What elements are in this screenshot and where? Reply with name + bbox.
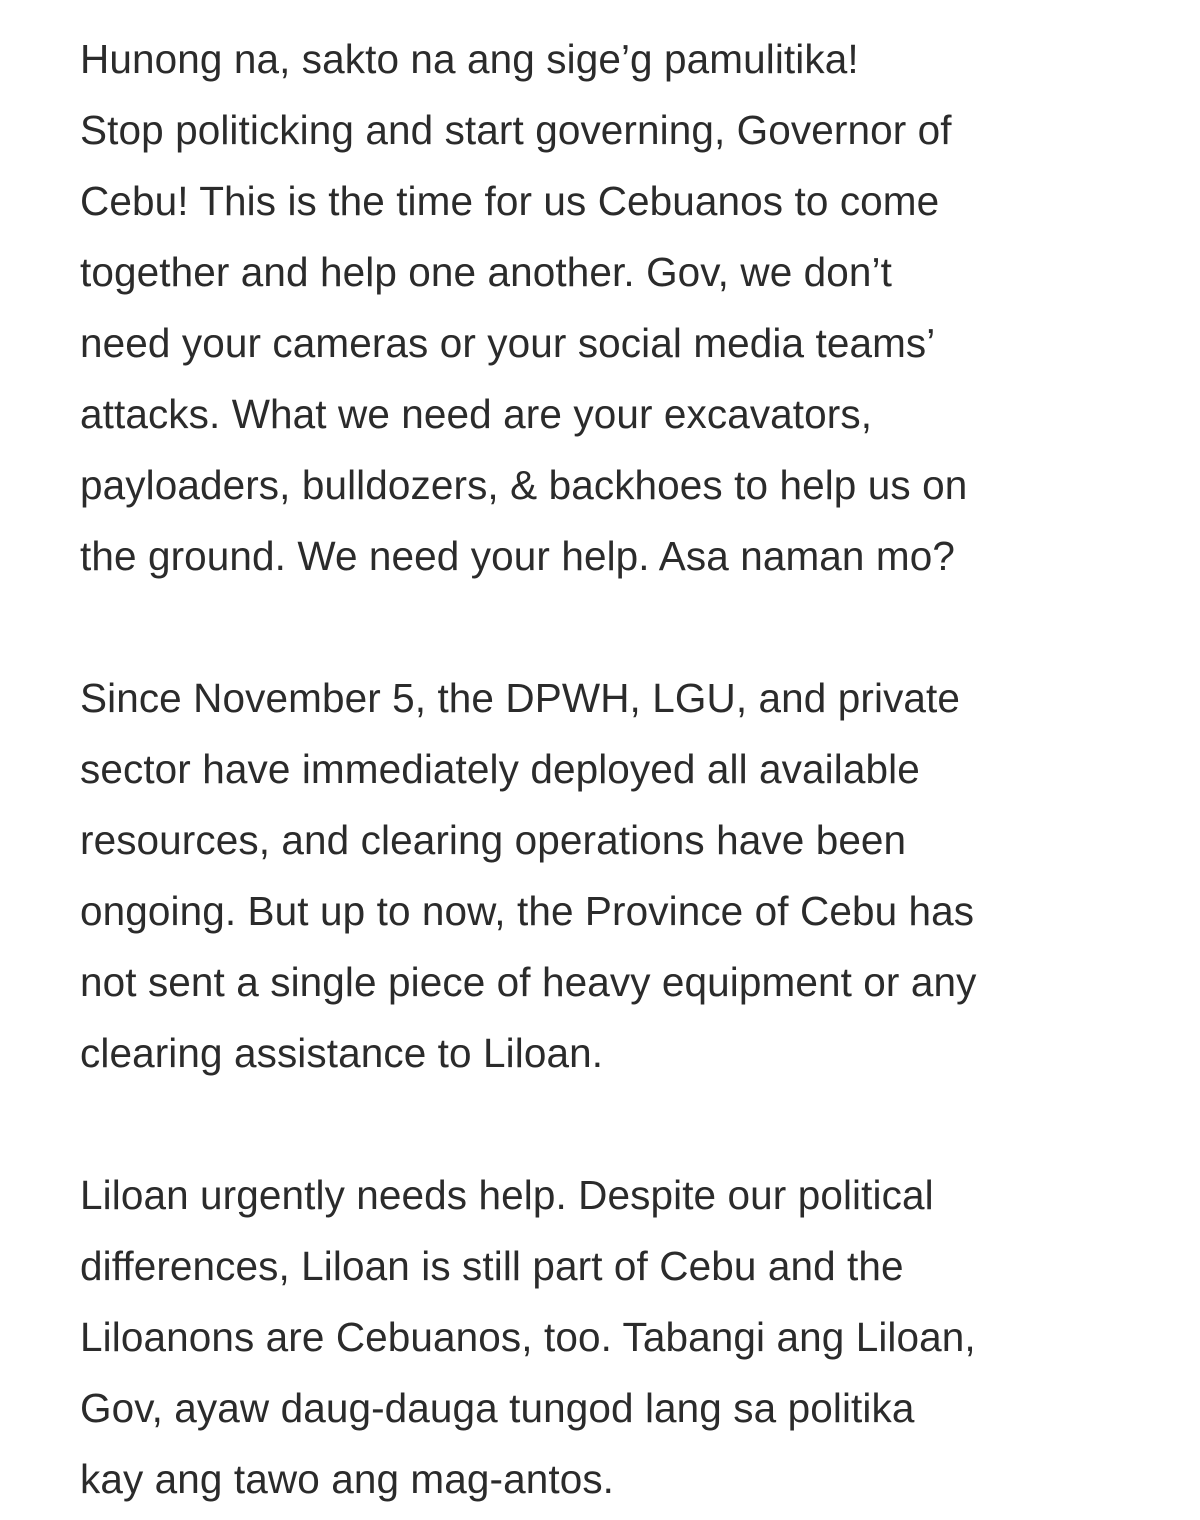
paragraph-3: [80, 1160, 1140, 1515]
text-line: Since November 5, the DPWH, LGU, and private: [80, 675, 961, 721]
paragraph-2: [80, 663, 1140, 1089]
text-line: differences, Liloan is still part of Cebu and the: [80, 1243, 904, 1289]
text-line: clearing assistance to Liloan.: [80, 1030, 604, 1076]
text-line: together and help one another. Gov, we don’t: [80, 249, 892, 295]
text-line: attacks. What we need are your excavators,: [80, 391, 873, 437]
note-body: [80, 24, 1140, 1515]
text-line: need your cameras or your social media teams’: [80, 320, 936, 366]
text-line: Hunong na, sakto na ang sige’g pamulitika!: [80, 36, 859, 82]
paragraph-spacer: [80, 592, 1140, 663]
text-line: not sent a single piece of heavy equipment or any: [80, 959, 977, 1005]
text-line: Gov, ayaw daug-dauga tungod lang sa politika: [80, 1385, 915, 1431]
paragraph-1: [80, 24, 1140, 592]
text-line: payloaders, bulldozers, & backhoes to help us on: [80, 462, 968, 508]
text-line: Liloanons are Cebuanos, too. Tabangi ang Liloan,: [80, 1314, 976, 1360]
text-line: kay ang tawo ang mag-antos.: [80, 1456, 615, 1502]
text-line: Stop politicking and start governing, Governor of: [80, 107, 952, 153]
text-line: the ground. We need your help. Asa naman mo?: [80, 533, 955, 579]
text-line: resources, and clearing operations have been: [80, 817, 907, 863]
text-line: Liloan urgently needs help. Despite our political: [80, 1172, 934, 1218]
text-line: sector have immediately deployed all available: [80, 746, 920, 792]
text-line: ongoing. But up to now, the Province of Cebu has: [80, 888, 975, 934]
paragraph-spacer: [80, 1089, 1140, 1160]
text-line: Cebu! This is the time for us Cebuanos to come: [80, 178, 940, 224]
